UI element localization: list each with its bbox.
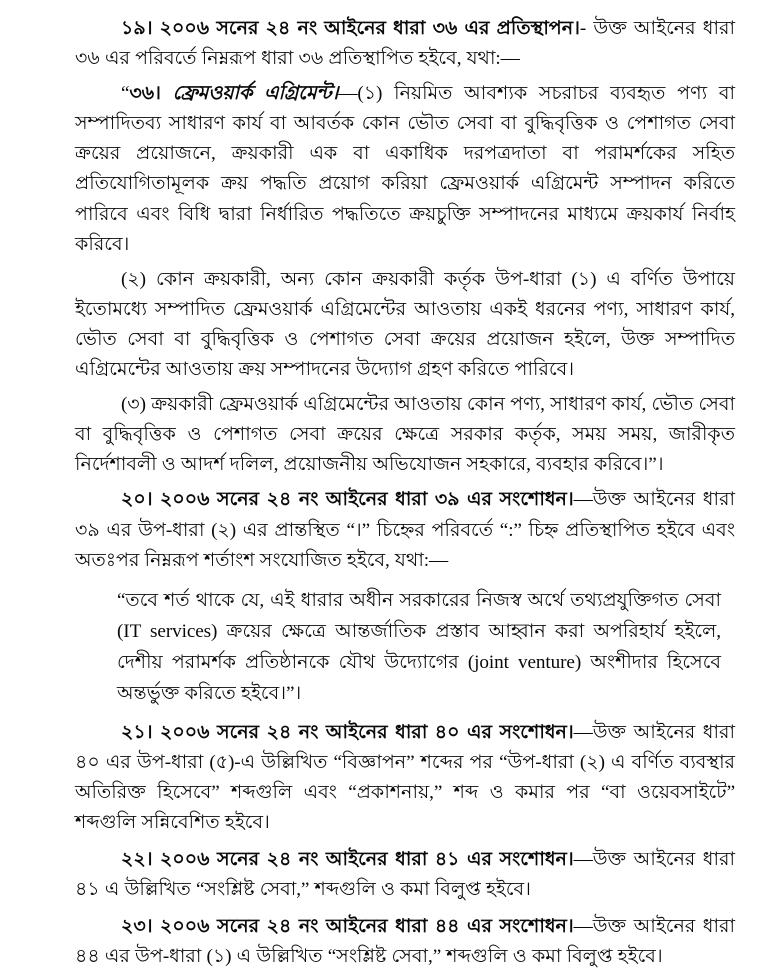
proviso-quote-block xyxy=(75,585,735,709)
section-19-paragraph xyxy=(75,14,735,74)
section-19-heading: ২০০৬ সনের ২৪ নং আইনের ধারা ৩৬ এর প্রতিস্থাপন। xyxy=(159,18,580,39)
section-21-number: ২১। xyxy=(121,721,153,743)
section-20-separator: — xyxy=(573,489,593,511)
proviso-quote-paragraph xyxy=(117,585,721,709)
section-21-body: উক্ত আইনের ধারা ৪০ এর উপ-ধারা (৫)-এ উল্লিখিত “বিজ্ঞাপন” শব্দের পর “উপ-ধারা (২) এ বর্ণিত ব্যবস্থার অতিরিক্ত হিসেবে” শব্দগুলি এবং “প্রকাশনায়,” শব্দ ও কমার পর “বা ওয়েবসাইটে” শব্দগুলি সন্নিবেশিত হইবে। xyxy=(75,721,735,833)
section-22-number: ২২। xyxy=(121,849,153,871)
section-20-paragraph xyxy=(75,485,735,575)
subsection-36-2-paragraph xyxy=(75,265,735,385)
open-quote: “ xyxy=(121,83,130,105)
subsection-36-1-clause-number: (১) xyxy=(357,83,383,105)
subsection-36-2-text: কোন ক্রয়কারী, অন্য কোন ক্রয়কারী কর্তৃক উপ-ধারা (১) এ বর্ণিত উপায়ে ইতোমধ্যে সম্পাদিত ফ্রেমওয়ার্ক এগ্রিমেন্টের আওতায় একই ধরনের পণ্য, সাধারণ কার্য, ভৌত সেবা বা বুদ্ধিবৃত্তিক ও পেশাগত সেবা ক্রয়ের প্রয়োজন হইলে, উক্ত সম্পাদিত এগ্রিমেন্টের আওতায় ক্রয় সম্পাদনের উদ্যোগ গ্রহণ করিতে পারিবে। xyxy=(75,268,735,381)
subsection-36-3-clause-number: (৩) xyxy=(121,394,146,416)
proviso-latin-it-services: IT services xyxy=(123,620,212,642)
proviso-part-2: ) ক্রয়ের ক্ষেত্রে আন্তর্জাতিক প্রস্তাব আহ্বান করা অপরিহার্য হইলে, দেশীয় পরামর্শক প্রতিষ্ঠানকে যৌথ উদ্যোগের ( xyxy=(117,620,721,673)
subsection-36-1-text: নিয়মিত আবশ্যক সচরাচর ব্যবহৃত পণ্য বা সম্পাদিতব্য সাধারণ কার্য বা আবর্তক কোন ভৌত সেবা বা বুদ্ধিবৃত্তিক ও পেশাগত সেবা ক্রয়ের প্রয়োজনে, ক্রয়কারী এক বা একাধিক দরপত্রদাতা বা পরামর্শকের সহিত প্রতিযোগিতামূলক ক্রয় পদ্ধতি প্রয়োগ করিয়া ফ্রেমওয়ার্ক এগ্রিমেন্ট সম্পাদন করিতে পারিবে এবং বিধি দ্বারা নির্ধারিত পদ্ধতিতে ক্রয়চুক্তি সম্পাদনের মাধ্যমে ক্রয়কার্য নির্বাহ করিবে। xyxy=(75,83,735,255)
subsection-36-3-paragraph xyxy=(75,390,735,480)
section-22-separator: — xyxy=(573,849,593,871)
section-23-number: ২৩। xyxy=(121,916,153,938)
section-20-heading: ২০০৬ সনের ২৪ নং আইনের ধারা ৩৯ এর সংশোধন। xyxy=(160,489,574,511)
proviso-latin-joint-venture: joint venture xyxy=(474,651,575,673)
proviso-part-3: ) অংশীদার হিসেবে অন্তর্ভুক্ত করিতে হইবে।”। xyxy=(117,651,721,704)
section-22-paragraph xyxy=(75,845,735,905)
section-22-heading: ২০০৬ সনের ২৪ নং আইনের ধারা ৪১ এর সংশোধন। xyxy=(160,849,574,871)
section-19-separator: - xyxy=(579,18,587,39)
subsection-36-lead-dash: — xyxy=(338,83,358,105)
section-23-body: উক্ত আইনের ধারা ৪৪ এর উপ-ধারা (১) এ উল্লিখিত “সংশ্লিষ্ট সেবা,” শব্দগুলি ও কমা বিলুপ্ত হইবে। xyxy=(75,916,735,968)
section-20-number: ২০। xyxy=(121,489,153,511)
subsection-36-2-clause-number: (২) xyxy=(121,268,146,290)
section-21-heading: ২০০৬ সনের ২৪ নং আইনের ধারা ৪০ এর সংশোধন। xyxy=(160,721,574,743)
section-22-body: উক্ত আইনের ধারা ৪১ এ উল্লিখিত “সংশ্লিষ্ট সেবা,” শব্দগুলি ও কমা বিলুপ্ত হইবে। xyxy=(75,849,735,901)
section-20-body: উক্ত আইনের ধারা ৩৯ এর উপ-ধারা (২) এর প্রান্তস্থিত “।” চিহ্নের পরিবর্তে “:” চিহ্ন প্রতিস্থাপিত হইবে এবং অতঃপর নিম্নরূপ শর্তাংশ সংযোজিত হইবে, যথা:— xyxy=(75,489,735,571)
section-23-paragraph xyxy=(75,912,735,972)
subsection-36-3-text: ক্রয়কারী ফ্রেমওয়ার্ক এগ্রিমেন্টের আওতায় কোন পণ্য, সাধারণ কার্য, ভৌত সেবা বা বুদ্ধিবৃত্তিক ও পেশাগত সেবা ক্রয়ের ক্ষেত্রে সরকার কর্তৃক, সময় সময়, জারীকৃত নির্দেশাবলী ও আদর্শ দলিল, প্রয়োজনীয় অভিযোজন সহকারে, ব্যবহার করিবে।”। xyxy=(75,394,735,476)
section-21-separator: — xyxy=(573,721,593,743)
proviso-part-1: “তবে শর্ত থাকে যে, এই ধারার অধীন সরকারের নিজস্ব অর্থে তথ্যপ্রযুক্তিগত সেবা ( xyxy=(117,589,721,642)
section-19-number: ১৯। xyxy=(121,18,153,39)
subsection-36-1-paragraph xyxy=(75,79,735,260)
document-body xyxy=(75,14,735,972)
section-23-heading: ২০০৬ সনের ২৪ নং আইনের ধারা ৪৪ এর সংশোধন। xyxy=(160,916,574,938)
section-21-paragraph xyxy=(75,718,735,838)
section-23-separator: — xyxy=(573,916,593,938)
subsection-36-lead-number: ৩৬। xyxy=(129,83,161,105)
section-19-body: উক্ত আইনের ধারা ৩৬ এর পরিবর্তে নিম্নরূপ ধারা ৩৬ প্রতিস্থাপিত হইবে, যথা:— xyxy=(75,18,736,70)
subsection-36-lead-title: ফ্রেমওয়ার্ক এগ্রিমেন্ট। xyxy=(172,83,339,105)
